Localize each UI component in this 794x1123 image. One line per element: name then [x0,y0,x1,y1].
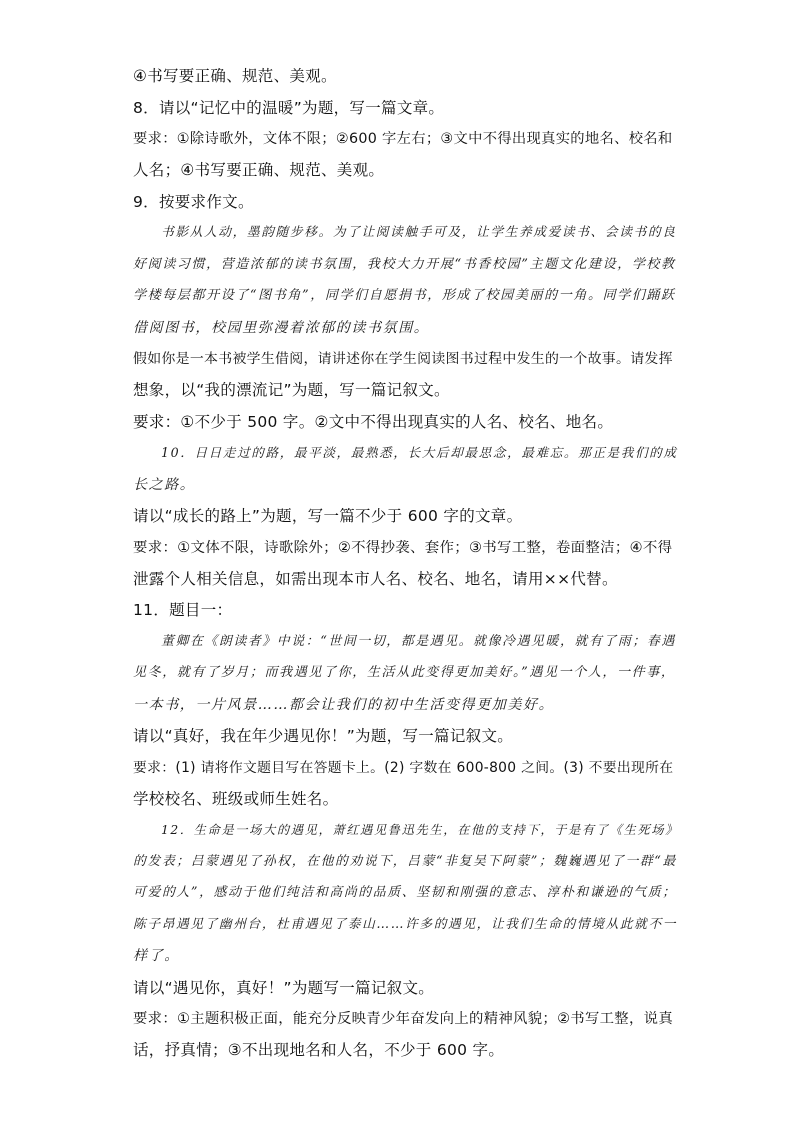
text-line: 请以“遇见你，真好！”为题写一篇记叙文。 [133,979,435,997]
quote-line: 书影从人动，墨韵随步移。为了让阅读触手可及，让学生养成爱读书、会读书的良 [161,225,677,240]
question-11-heading: 11．题目一： [133,601,233,619]
text-line: 要求：①除诗歌外，文体不限；②600 字左右；③文中不得出现真实的地名、校名和 [133,131,673,147]
quote-line: 陈子昂遇见了幽州台，杜甫遇见了泰山……许多的遇见，让我们生命的情境从此就不一 [133,917,678,932]
text-line: 人名；④书写要正确、规范、美观。 [133,161,385,179]
quote-line: 学楼每层都开设了“图书角”，同学们自愿捐书，形成了校园美丽的一角。同学们踊跃 [133,288,676,303]
text-line: 要求：(1) 请将作文题目写在答题卡上。(2) 字数在 600-800 之间。(3) 不要出现所在 [133,760,674,776]
quote-line: 见冬，就有了岁月；而我遇见了你，生活从此变得更加美好。”遇见一个人，一件事， [133,665,676,680]
quote-line: 借阅图书，校园里弥漫着浓郁的读书氛围。 [133,320,430,336]
question-8-heading: 8．请以“记忆中的温暖”为题，写一篇文章。 [133,99,445,117]
question-12-heading: 12．生命是一场大的遇见，萧红遇见鲁迅先生，在他的支持下，于是有了《生死场》 [161,823,679,837]
text-line: 话，抒真情；③不出现地名和人名，不少于 600 字。 [133,1041,505,1059]
question-9-heading: 9．按要求作文。 [133,193,254,211]
quote-line: 可爱的人”，感动于他们纯洁和高尚的品质、坚韧和刚强的意志、淳朴和谦逊的气质； [133,885,677,900]
text-line: 请以“真好，我在年少遇见你！”为题，写一篇记叙文。 [133,727,514,745]
quote-line: 样了。 [133,948,180,964]
question-10-heading: 10．日日走过的路，最平淡，最熟悉，长大后却最思念，最难忘。那正是我们的成 [161,445,678,460]
quote-line: 的发表；吕蒙遇见了孙权，在他的劝说下，吕蒙“非复吴下阿蒙”；魏巍遇见了一群“最 [133,854,677,869]
text-line: 泄露个人相关信息，如需出现本市人名、校名、地名，请用××代替。 [133,570,618,588]
quote-line: 董卿在《朗读者》中说：“世间一切，都是遇见。就像冷遇见暖，就有了雨；春遇 [161,634,676,649]
text-line: 要求：①主题积极正面，能充分反映青少年奋发向上的精神风貌；②书写工整，说真 [133,1011,673,1027]
text-line: 学校校名、班级或师生姓名。 [133,790,339,808]
text-line: 假如你是一本书被学生借阅，请讲述你在学生阅读图书过程中发生的一个故事。请发挥 [133,351,673,367]
text-line: 请以“成长的路上”为题，写一篇不少于 600 字的文章。 [133,507,523,525]
quote-line: 一本书，一片风景……都会让我们的初中生活变得更加美好。 [133,697,555,713]
text-line: 想象，以“我的漂流记”为题，写一篇记叙文。 [133,381,450,399]
text-line: ④书写要正确、规范、美观。 [133,67,337,85]
text-line: 要求：①文体不限，诗歌除外；②不得抄袭、套作；③书写工整，卷面整洁；④不得 [133,540,673,556]
quote-line: 好阅读习惯，营造浓郁的读书氛围，我校大力开展“书香校园”主题文化建设，学校教 [133,257,676,272]
quote-line: 长之路。 [133,477,196,493]
text-line: 要求：①不少于 500 字。②文中不得出现真实的人名、校名、地名。 [133,413,614,431]
